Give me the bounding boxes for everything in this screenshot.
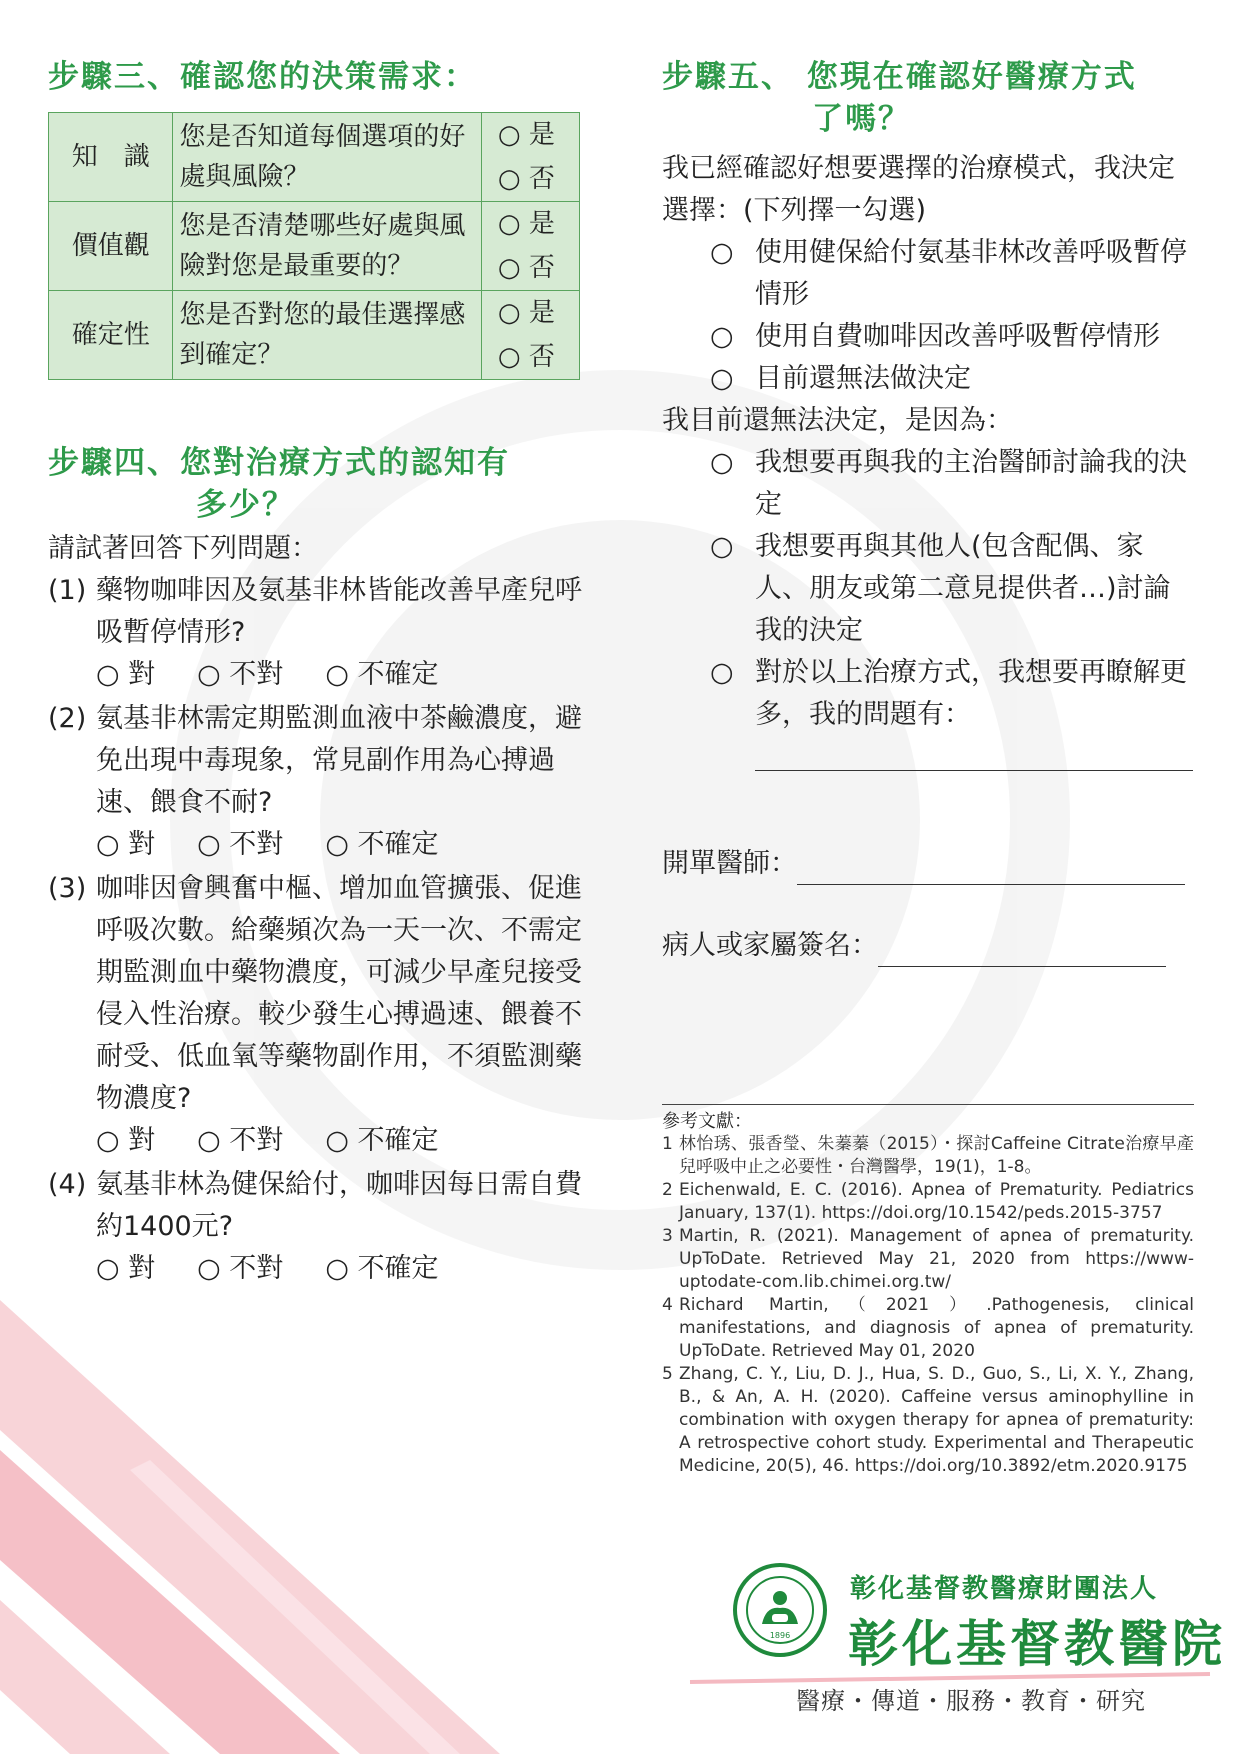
question-2 [48, 698, 588, 824]
step5-title [662, 56, 1197, 140]
answer-true[interactable]: ○ 對 [96, 659, 156, 690]
answer-unsure[interactable]: ○ 不確定 [325, 829, 439, 860]
step4-intro: 請試著回答下列問題： [48, 533, 318, 564]
reason-discuss-others[interactable] [662, 526, 1197, 652]
doctor-label: 開單醫師： [662, 848, 797, 879]
radio-circle[interactable]: ○ [710, 531, 734, 562]
answer-unsure[interactable]: ○ 不確定 [325, 1253, 439, 1284]
question-number: (2) [48, 703, 87, 734]
radio-circle[interactable]: ○ [710, 657, 734, 688]
answer-unsure[interactable]: ○ 不確定 [325, 1125, 439, 1156]
reference-item [662, 1294, 1194, 1363]
answer-false[interactable]: ○ 不對 [197, 829, 284, 860]
pink-stripe-2 [0, 1450, 340, 1754]
reference-item [662, 1179, 1194, 1225]
question-number: (3) [48, 873, 87, 904]
row-label-values: 價值觀 [49, 202, 173, 291]
question-number: (1) [48, 575, 87, 606]
radio-circle[interactable]: ○ [710, 447, 734, 478]
row-label-certainty: 確定性 [49, 291, 173, 380]
question-text: 藥物咖啡因及氨基非林皆能改善早產兒呼吸暫停情形? [96, 575, 582, 648]
answer-options [48, 1120, 588, 1162]
step5-title-line1: 步驟五、 您現在確認好醫療方式 [662, 59, 1137, 95]
reason-text: 我想要再與其他人(包含配偶、家人、朋友或第二意見提供者…)討論我的決定 [755, 531, 1171, 646]
row-label-knowledge: 知 識 [49, 113, 173, 202]
table-row [49, 113, 580, 158]
reference-number: 3 [662, 1226, 673, 1246]
step3-title: 步驟三、確認您的決策需求： [48, 59, 477, 95]
question-1 [48, 570, 588, 654]
reference-text: Richard Martin,（2021）.Pathogenesis, clinical manifestations, and diagnosis of apnea of prematurity. UpToDate. Retrieved May 01, 2020 [679, 1295, 1194, 1361]
no-option[interactable]: ○ 否 [481, 335, 579, 380]
question-text: 氨基非林需定期監測血液中茶鹼濃度，避免出現中毒現象，常見副作用為心搏過速、餵食不耐? [96, 703, 582, 818]
answer-true[interactable]: ○ 對 [96, 829, 156, 860]
question-answer-line-wrap [662, 740, 1197, 771]
pink-stripe-4 [130, 1460, 460, 1754]
reference-item [662, 1363, 1194, 1478]
answer-options [48, 824, 588, 866]
answer-false[interactable]: ○ 不對 [197, 1253, 284, 1284]
answer-true[interactable]: ○ 對 [96, 1253, 156, 1284]
no-option[interactable]: ○ 否 [481, 157, 579, 202]
pink-stripe-3 [0, 1600, 170, 1754]
step5-title-line2: 了嗎？ [812, 101, 911, 137]
reason-learn-more[interactable] [662, 652, 1197, 736]
question-4 [48, 1164, 588, 1248]
choice-text: 使用自費咖啡因改善呼吸暫停情形 [755, 321, 1160, 352]
step4-title-line2: 多少？ [196, 487, 295, 523]
hospital-logo-icon [732, 1562, 828, 1658]
step5-intro: 我已經確認好想要選擇的治療模式，我決定選擇：(下列擇一勾選) [662, 153, 1175, 226]
table-row [49, 291, 580, 336]
reference-text: Martin, R. (2021). Management of apnea of prematurity. UpToDate. Retrieved May 21, 2020 from https://www-uptodate-com.lib.chimei.org.tw/ [679, 1226, 1194, 1292]
answer-false[interactable]: ○ 不對 [197, 659, 284, 690]
reference-text: Eichenwald, E. C. (2016). Apnea of Prematurity. Pediatrics January, 137(1). https://doi.org/10.1542/peds.2015-3757 [679, 1180, 1194, 1223]
answer-options [48, 1248, 588, 1290]
doctor-signature [662, 843, 1197, 885]
answer-unsure[interactable]: ○ 不確定 [325, 659, 439, 690]
signature-label: 病人或家屬簽名： [662, 930, 878, 961]
question-text: 咖啡因會興奮中樞、增加血管擴張、促進呼吸次數。給藥頻次為一天一次、不需定期監測血中藥物濃度，可減少早產兒接受侵入性治療。較少發生心搏過速、餵養不耐受、低血氧等藥物副作用，不須監測藥物濃度? [96, 873, 582, 1114]
yes-option[interactable]: ○ 是 [481, 202, 579, 247]
reason-text: 對於以上治療方式，我想要再瞭解更多，我的問題有： [755, 657, 1187, 730]
question-number: (4) [48, 1169, 87, 1200]
logo-year: 1896 [769, 1631, 791, 1640]
choice-text: 目前還無法做決定 [755, 363, 971, 394]
answer-false[interactable]: ○ 不對 [197, 1125, 284, 1156]
decision-needs-table [48, 112, 580, 380]
question-3 [48, 868, 588, 1120]
patient-signature [662, 925, 1197, 967]
row-question: 您是否清楚哪些好處與風險對您是最重要的？ [173, 202, 481, 291]
references [662, 1104, 1194, 1478]
choice-text: 使用健保給付氨基非林改善呼吸暫停情形 [755, 237, 1187, 310]
step4-title-line1: 步驟四、您對治療方式的認知有 [48, 445, 510, 481]
no-option[interactable]: ○ 否 [481, 246, 579, 291]
pink-stripe-1 [0, 1300, 500, 1754]
choice-insurance-aminophylline[interactable] [662, 232, 1197, 316]
right-column [662, 56, 1197, 967]
choice-undecided[interactable] [662, 358, 1197, 400]
reference-number: 4 [662, 1295, 673, 1315]
reference-number: 1 [662, 1134, 673, 1154]
reason-text: 我想要再與我的主治醫師討論我的決定 [755, 447, 1187, 520]
step4-title [48, 442, 588, 526]
patient-signature-line[interactable] [878, 932, 1166, 967]
reason-discuss-doctor[interactable] [662, 442, 1197, 526]
undecided-intro: 我目前還無法決定，是因為： [662, 405, 1013, 436]
answer-options [48, 654, 588, 696]
references-title: 參考文獻： [662, 1111, 752, 1132]
yes-option[interactable]: ○ 是 [481, 291, 579, 336]
hospital-motto: 醫療・傳道・服務・教育・研究 [796, 1687, 1146, 1715]
choice-self-pay-caffeine[interactable] [662, 316, 1197, 358]
yes-option[interactable]: ○ 是 [481, 113, 579, 158]
radio-circle[interactable]: ○ [710, 363, 734, 394]
reference-text: Zhang, C. Y., Liu, D. J., Hua, S. D., Guo, S., Li, X. Y., Zhang, B., & An, A. H. (2020). Caffeine versus aminophylline in combination with oxygen therapy for apnea of prematurity: A retrospective cohort study. Experimental and Therapeutic Medicine, 20(5), 46. https://doi.org/10.3892/etm.2020.9175 [679, 1364, 1194, 1476]
question-text: 氨基非林為健保給付，咖啡因每日需自費約1400元? [96, 1169, 582, 1242]
left-column [48, 56, 588, 1292]
doctor-signature-line[interactable] [797, 850, 1185, 885]
reference-item [662, 1225, 1194, 1294]
radio-circle[interactable]: ○ [710, 321, 734, 352]
answer-true[interactable]: ○ 對 [96, 1125, 156, 1156]
foundation-name: 彰化基督教醫療財團法人 [850, 1574, 1159, 1604]
radio-circle[interactable]: ○ [710, 237, 734, 268]
question-answer-line[interactable] [755, 740, 1193, 771]
reference-number: 5 [662, 1364, 673, 1384]
row-question: 您是否對您的最佳選擇感到確定？ [173, 291, 481, 380]
reference-number: 2 [662, 1180, 673, 1200]
row-question: 您是否知道每個選項的好處與風險？ [173, 113, 481, 202]
table-row [49, 202, 580, 247]
reference-text: 林怡琇、張香瑩、朱蓁蓁（2015）・探討Caffeine Citrate治療早產兒呼吸中止之必要性・台灣醫學，19(1)，1-8。 [679, 1134, 1194, 1177]
reference-item [662, 1133, 1194, 1179]
hospital-name: 彰化基督教醫院 [848, 1615, 1226, 1673]
